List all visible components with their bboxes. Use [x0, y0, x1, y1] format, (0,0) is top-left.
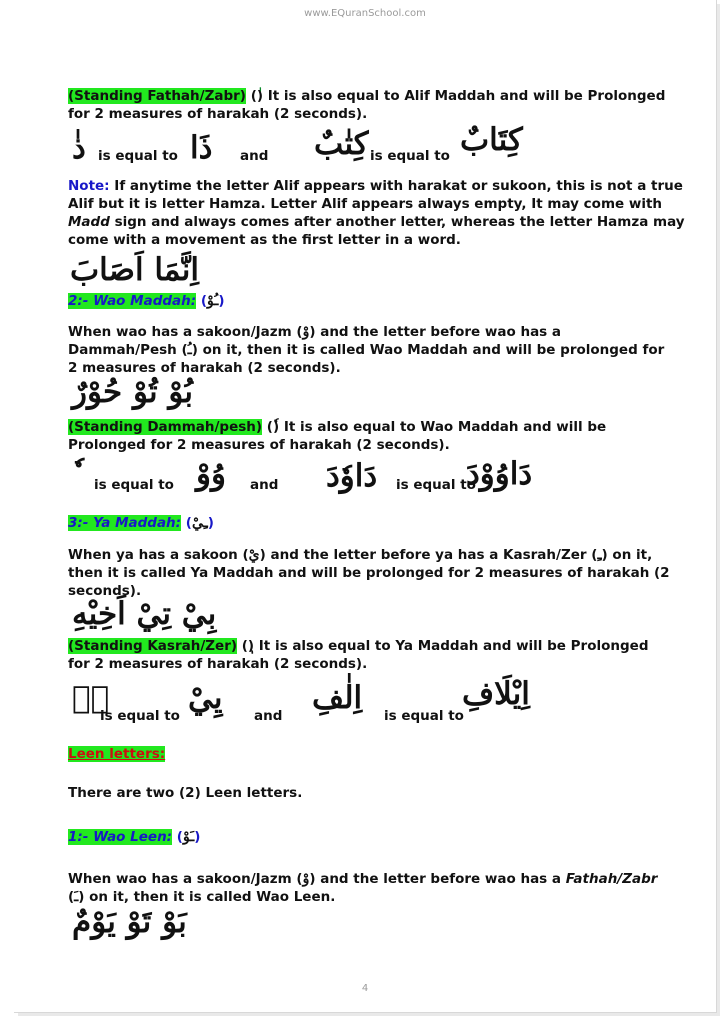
is-equal-to-1: is equal to [98, 148, 178, 164]
kasrah-heading: (Standing Kasrah/Zer) [68, 638, 238, 654]
fathah-description: It is also equal to Alif Maddah and will be Prolonged [267, 88, 666, 104]
ya-maddah-line-1: When ya has a sakoon (يْ) and the letter before ya has a Kasrah/Zer (ـِ) on it, [68, 547, 653, 563]
note-line-3: Madd sign and always comes after another letter, whereas the letter Hamza may [68, 214, 685, 230]
wao-leen-symbol: ـَوْ [182, 829, 195, 845]
kasrah-line-1: (Standing Kasrah/Zer) () It is also equal to Ya Maddah and will be Prolonged [68, 638, 649, 654]
ya-maddah-line-2: then it is called Ya Maddah and will be prolonged for 2 measures of harakah (2 [68, 565, 670, 581]
wao-maddah-symbol: ـُوْ [207, 293, 219, 309]
wao-leen-line-2: (ـَ) on it, then it is called Wao Leen. [68, 889, 336, 905]
ya-maddah-arabic: بِيْ تِيْ اَخِيْهِ [72, 596, 217, 632]
document-page [14, 0, 717, 1013]
is-equal-to-2: is equal to [370, 148, 450, 164]
wao-maddah-line-1: When wao has a sakoon/Jazm (وْ) and the letter before wao has a [68, 324, 562, 340]
fathah-line-2: for 2 measures of harakah (2 seconds). [68, 106, 368, 122]
fathah-example-equal: ذَا [190, 130, 213, 166]
kitab-example-2: كِتَابٌ [460, 122, 523, 158]
ilf-example-2: اِيْلَافِ [462, 676, 530, 712]
kitab-example-1: كِتٰبٌ [314, 126, 369, 162]
kasrah-example-equal: يِيْ [188, 680, 223, 716]
note-line-2: Alif but it is letter Hamza. Letter Alif appears always empty, It may come with [68, 196, 663, 212]
site-url: www.EQuranSchool.com [304, 8, 426, 19]
and-1: and [240, 148, 269, 164]
is-equal-to-3: is equal to [94, 477, 174, 493]
wao-maddah-line-2: Dammah/Pesh (ـُ) on it, then it is called Wao Maddah and will be prolonged for [68, 342, 665, 358]
wao-maddah-arabic: بُوْ تُوْ حُوْرٌ [72, 374, 194, 410]
wao-leen-heading: 1:- Wao Leen: [68, 829, 173, 845]
dammah-heading: (Standing Dammah/pesh) [68, 419, 263, 435]
leen-heading-line [68, 746, 165, 763]
dammah-line-1: (Standing Dammah/pesh) () It is also equal to Wao Maddah and will be [68, 419, 607, 435]
fathah-line-1: (Standing Fathah/Zabr) () It is also equal to Alif Maddah and will be Prolonged [68, 88, 666, 104]
ilf-example-1: اِلٰفِ [312, 680, 363, 716]
dammah-line-2: Prolonged for 2 measures of harakah (2 seconds). [68, 437, 450, 453]
ya-maddah-line-3: seconds). [68, 583, 142, 599]
is-equal-to-5: is equal to [100, 708, 180, 724]
ya-maddah-heading-line: 3:- Ya Maddah: (ـِيْ) [68, 515, 214, 531]
wao-maddah-heading-line: 2:- Wao Maddah: (ـُوْ) [68, 293, 225, 309]
kasrah-line-2: for 2 measures of harakah (2 seconds). [68, 656, 368, 672]
leen-heading: Leen letters: [68, 746, 166, 762]
is-equal-to-4: is equal to [396, 477, 476, 493]
note-arabic-example: اِنَّمَا اَصَابَ [70, 252, 199, 288]
wao-leen-heading-line: 1:- Wao Leen: (ـَوْ) [68, 829, 201, 845]
kasrah-example-left: يٖ [72, 680, 110, 716]
note-line-4: come with a movement as the first letter in a word. [68, 232, 461, 248]
page-number: 4 [361, 983, 369, 994]
fathah-heading: (Standing Fathah/Zabr) [68, 88, 246, 104]
and-2: and [250, 477, 279, 493]
note-line-1: Note: If anytime the letter Alif appears with harakat or sukoon, this is not a true [68, 178, 683, 194]
and-3: and [254, 708, 283, 724]
fathah-example-left: ذٰ [72, 130, 86, 166]
ya-maddah-symbol: ـِيْ [191, 515, 208, 531]
note-label: Note: [68, 178, 110, 194]
is-equal-to-6: is equal to [384, 708, 464, 724]
leen-intro: There are two (2) Leen letters. [68, 785, 303, 801]
wao-maddah-heading: 2:- Wao Maddah: [68, 293, 197, 309]
dammah-example-equal: وُوْ [196, 456, 226, 492]
daud-example-2: دَاوُوْدَ [466, 456, 533, 492]
wao-maddah-line-3: 2 measures of harakah (2 seconds). [68, 360, 341, 376]
ya-maddah-heading: 3:- Ya Maddah: [68, 515, 182, 531]
wao-leen-arabic: بَوْ تَوْ يَوْمٌ [72, 904, 187, 940]
wao-leen-line-1: When wao has a sakoon/Jazm (وْ) and the letter before wao has a Fathah/Zabr [68, 871, 658, 887]
daud-example-1: دَاوٗدَ [326, 458, 378, 494]
